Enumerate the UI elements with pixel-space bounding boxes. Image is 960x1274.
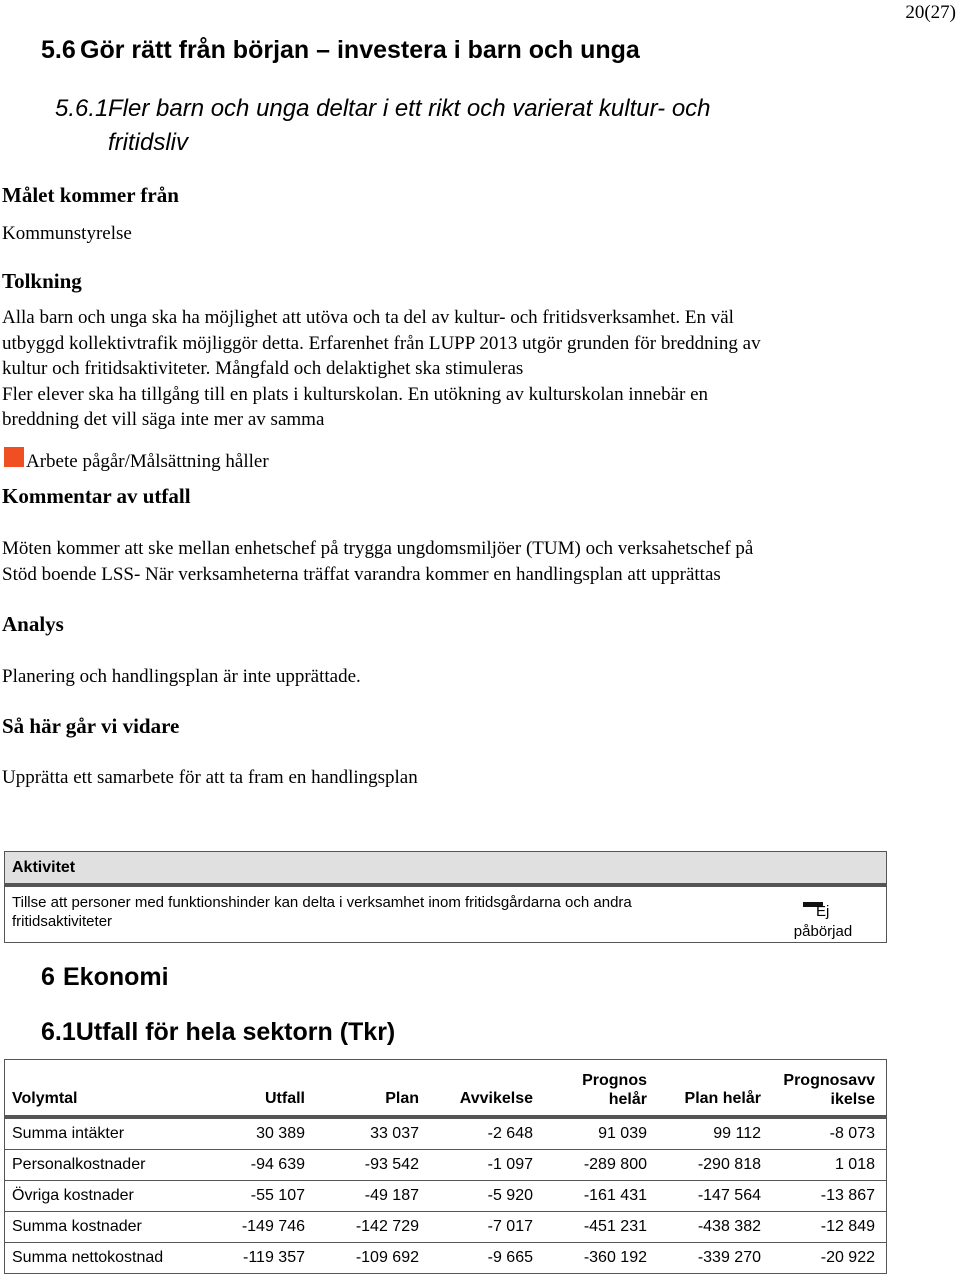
aktivitet-text	[12, 893, 712, 931]
utfall-title: Utfall för hela sektorn (Tkr)	[75, 1018, 396, 1046]
section-number: 5.6	[41, 36, 76, 64]
header-prognosavvikelse	[765, 1071, 875, 1109]
aktivitet-status	[788, 902, 858, 942]
tolkning-line: kultur och fritidsaktiviteter. Mångfald och delaktighet ska stimuleras	[2, 358, 524, 379]
header-prognos-line1: Prognos	[582, 1072, 647, 1089]
aktivitet-status-line1: Ej	[816, 903, 830, 920]
aktivitet-header: Aktivitet	[5, 852, 886, 887]
row-value: -2 648	[487, 1125, 533, 1142]
header-plan: Plan	[385, 1090, 419, 1107]
utfall-number: 6.1	[41, 1018, 76, 1046]
aktivitet-line: Tillse att personer med funktionshinder kan delta i verksamhet inom fritidsgårdarna och andra	[12, 894, 632, 911]
finance-table-header	[5, 1060, 886, 1119]
subsection-heading	[55, 92, 855, 160]
row-value: -149 746	[241, 1218, 305, 1235]
malet-kommer-fran-value: Kommunstyrelse	[2, 223, 132, 244]
ekonomi-heading	[41, 963, 169, 992]
aktivitet-table	[4, 851, 887, 943]
row-value: -438 382	[697, 1218, 761, 1235]
tolkning-line: Fler elever ska ha tillgång till en plats i kulturskolan. En utökning av kulturskolan innebär en	[2, 383, 709, 405]
tolkning-line: utbyggd kollektivtrafik möjliggör detta. Erfarenhet från LUPP 2013 utgör grunden för breddning av	[2, 332, 761, 354]
header-prognos-line2: helår	[608, 1091, 647, 1108]
row-value: -12 849	[820, 1218, 875, 1235]
header-utfall: Utfall	[265, 1090, 305, 1107]
vidare-label: Så här går vi vidare	[2, 714, 180, 738]
row-value: -289 800	[583, 1156, 647, 1173]
row-value: -55 107	[250, 1187, 305, 1204]
row-value: 99 112	[713, 1125, 761, 1142]
row-value: -7 017	[487, 1218, 533, 1235]
analys-label: Analys	[2, 612, 64, 636]
row-value: -119 357	[243, 1249, 305, 1266]
row-value: -147 564	[697, 1187, 761, 1204]
row-label: Personalkostnader	[12, 1156, 146, 1173]
status-square-icon	[4, 447, 24, 467]
row-value: 91 039	[598, 1125, 647, 1142]
row-value: -49 187	[364, 1187, 419, 1204]
table-row	[5, 1242, 886, 1273]
row-value: -339 270	[697, 1249, 761, 1266]
row-value: -360 192	[583, 1249, 647, 1266]
row-value: -93 542	[364, 1156, 419, 1173]
subsection-title-line1: Fler barn och unga deltar i ett rikt och varierat kultur- och	[108, 95, 711, 122]
row-value: -94 639	[250, 1156, 305, 1173]
kommentar-line: Stöd boende LSS- När verksamheterna träffat varandra kommer en handlingsplan att upprättas	[2, 563, 721, 585]
row-label: Summa nettokostnad	[12, 1249, 164, 1266]
tolkning-text	[2, 305, 902, 433]
table-row	[5, 1180, 886, 1211]
page-number: 20(27)	[905, 2, 956, 23]
row-value: -142 729	[355, 1218, 419, 1235]
row-value: -20 922	[820, 1249, 875, 1266]
kommentar-label: Kommentar av utfall	[2, 484, 191, 508]
header-prognos-helar	[537, 1071, 647, 1109]
header-plan-helar: Plan helår	[684, 1090, 761, 1107]
row-value: -1 097	[487, 1156, 533, 1173]
row-value: -161 431	[583, 1187, 647, 1204]
ekonomi-title: Ekonomi	[63, 963, 169, 991]
subsection-number: 5.6.1	[55, 95, 109, 122]
row-label: Övriga kostnader	[12, 1187, 134, 1204]
row-value: -290 818	[697, 1156, 761, 1173]
aktivitet-status-line2: påbörjad	[793, 923, 853, 940]
table-row	[5, 1211, 886, 1242]
vidare-text: Upprätta ett samarbete för att ta fram en handlingsplan	[2, 767, 418, 788]
row-value: 33 037	[370, 1125, 419, 1142]
section-title: Gör rätt från början – investera i barn och unga	[80, 36, 640, 64]
header-prognosavv-line2: ikelse	[830, 1091, 875, 1108]
subsection-title-line2: fritidsliv	[108, 129, 189, 156]
row-value: 1 018	[834, 1156, 875, 1173]
kommentar-text	[2, 536, 902, 587]
row-value: -8 073	[829, 1125, 875, 1142]
aktivitet-line: fritidsaktiviteter	[12, 913, 113, 930]
row-value: 30 389	[256, 1125, 305, 1142]
table-row	[5, 1149, 886, 1180]
row-value: -451 231	[583, 1218, 647, 1235]
ekonomi-number: 6	[41, 963, 55, 991]
row-label: Summa kostnader	[12, 1218, 142, 1235]
row-value: -9 665	[487, 1249, 533, 1266]
finance-table-body	[5, 1119, 886, 1273]
tolkning-label: Tolkning	[2, 269, 82, 293]
status-text: Arbete pågår/Målsättning håller	[26, 451, 269, 472]
table-row	[5, 1119, 886, 1149]
tolkning-line: breddning det vill säga inte mer av samma	[2, 409, 325, 430]
row-value: -109 692	[355, 1249, 419, 1266]
utfall-heading	[41, 1018, 395, 1047]
finance-table	[4, 1059, 887, 1274]
header-prognosavv-line1: Prognosavv	[783, 1072, 875, 1089]
header-avvikelse: Avvikelse	[459, 1090, 533, 1107]
section-heading	[41, 36, 640, 65]
tolkning-line: Alla barn och unga ska ha möjlighet att utöva och ta del av kultur- och fritidsverksamhet. En väl	[2, 307, 734, 328]
aktivitet-row	[5, 887, 886, 942]
row-value: -5 920	[487, 1187, 533, 1204]
kommentar-line: Möten kommer att ske mellan enhetschef på trygga ungdomsmiljöer (TUM) och verksahetschef på	[2, 538, 754, 559]
header-volymtal: Volymtal	[12, 1090, 78, 1107]
row-label: Summa intäkter	[12, 1125, 125, 1142]
row-value: -13 867	[820, 1187, 875, 1204]
analys-text: Planering och handlingsplan är inte upprättade.	[2, 666, 361, 687]
malet-kommer-fran-label: Målet kommer från	[2, 183, 179, 207]
